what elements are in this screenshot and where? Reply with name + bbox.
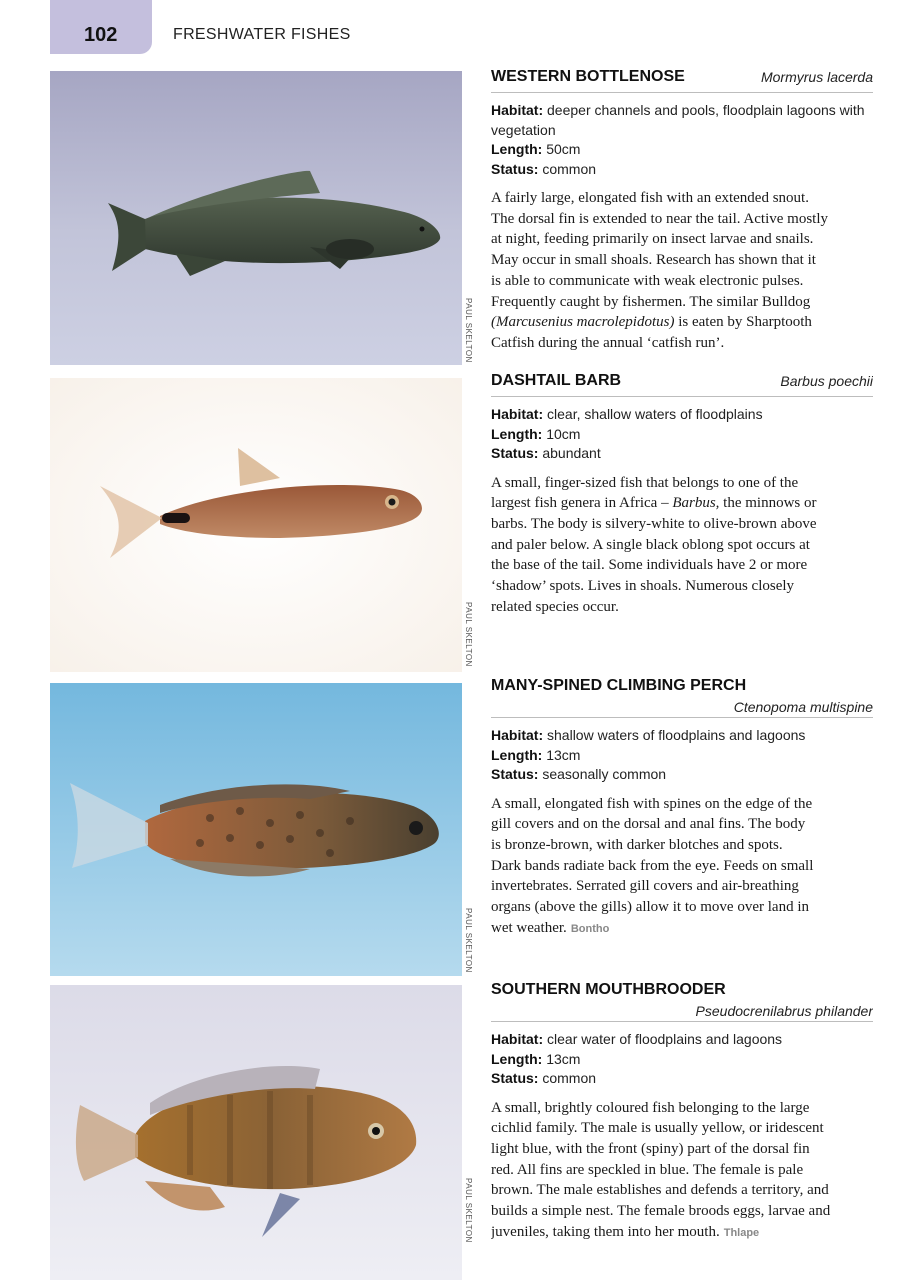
photo-credit-1: PAUL SKELTON xyxy=(464,298,473,363)
common-name: DASHTAIL BARB xyxy=(491,372,622,389)
southern-mouthbrooder-image xyxy=(50,985,462,1280)
habitat-line: Habitat: shallow waters of floodplains and lagoons xyxy=(491,727,806,743)
species-entry xyxy=(491,677,873,939)
status-value: common xyxy=(542,1070,597,1086)
habitat-value: clear water of floodplains and lagoons xyxy=(547,1031,783,1047)
species-description: A small, elongated fish with spines on the edge of the gill covers and on the dorsal and anal fins. The body is bronze-brown, with darker blotches and spots. Dark bands radiate back from the eye. Feeds on small invertebrates. Serrated gill covers and air-breathing organs (above the gills) allow it to move over land in wet weather. Bontho xyxy=(491,795,814,936)
habitat-line: Habitat: clear water of floodplains and lagoons xyxy=(491,1031,783,1047)
status-value: abundant xyxy=(542,445,601,461)
species-header xyxy=(491,677,873,718)
habitat-line: Habitat: clear, shallow waters of floodplains xyxy=(491,406,763,422)
status-value: common xyxy=(542,160,597,177)
photo-credit-2: PAUL SKELTON xyxy=(464,602,473,667)
status-line: Status: common xyxy=(491,160,597,177)
length-line: Length: 50cm xyxy=(491,141,581,157)
species-entry xyxy=(491,372,873,617)
species-header xyxy=(491,68,873,93)
length-value: 13cm xyxy=(546,746,581,763)
photo-western-bottlenose xyxy=(50,71,462,365)
section-title: FRESHWATER FISHES xyxy=(173,26,351,43)
local-name: Bontho xyxy=(570,922,610,935)
species-facts xyxy=(491,1030,873,1089)
common-name: SOUTHERN MOUTHBROODER xyxy=(491,981,726,998)
common-name: MANY-SPINED CLIMBING PERCH xyxy=(491,677,747,694)
length-line: Length: 10cm xyxy=(491,425,581,442)
western-bottlenose-image xyxy=(50,71,462,365)
species-description: A fairly large, elongated fish with an extended snout. The dorsal fin is extended to near the tail. Active mostly at night, feeding primarily on insect larvae and snails. May occur in small shoals. Research has shown that it is able to communicate with weak electronic pulses. Frequently caught by fishermen. The similar Bulldog (Marcusenius macrolepidotus) is eaten by Sharptooth Catfish during the annual ‘catfish run’. xyxy=(491,190,828,351)
photo-credit-3: PAUL SKELTON xyxy=(464,908,473,973)
scientific-name: Pseudocrenilabrus philander xyxy=(695,1003,873,1019)
species-header xyxy=(491,372,873,397)
page-number: 102 xyxy=(84,24,118,46)
habitat-value: deeper channels and pools, floodplain lagoons with vegetation xyxy=(491,102,865,138)
species-header xyxy=(491,981,873,1022)
local-name: Thlape xyxy=(723,1226,760,1239)
status-line: Status: common xyxy=(491,1070,597,1086)
habitat-value: clear, shallow waters of floodplains xyxy=(547,406,763,422)
scientific-name: Ctenopoma multispine xyxy=(733,699,873,715)
photo-credit-4: PAUL SKELTON xyxy=(464,1178,473,1243)
habitat-value: shallow waters of floodplains and lagoons xyxy=(547,727,806,743)
photo-southern-mouthbrooder xyxy=(50,985,462,1280)
length-value: 13cm xyxy=(546,1050,581,1067)
scientific-name: Mormyrus lacerda xyxy=(760,69,873,85)
species-description: A small, brightly coloured fish belonging to the large cichlid family. The male is usually yellow, or iridescent light blue, with the front (spiny) part of the dorsal fin red. All fins are speckled in blue. The female is pale brown. The male establishes and defends a territory, and builds a simple nest. The female broods eggs, larvae and juveniles, taking them into her mouth. Thlape xyxy=(491,1099,831,1240)
species-entry xyxy=(491,68,873,354)
photo-dashtail-barb xyxy=(50,378,462,672)
status-line: Status: seasonally common xyxy=(491,766,667,782)
species-facts xyxy=(491,726,873,785)
dashtail-barb-image xyxy=(50,378,462,672)
status-line: Status: abundant xyxy=(491,445,601,461)
length-value: 10cm xyxy=(546,425,581,442)
climbing-perch-image xyxy=(50,683,462,976)
species-facts xyxy=(491,405,873,464)
length-value: 50cm xyxy=(546,141,581,157)
status-value: seasonally common xyxy=(542,766,667,782)
length-line: Length: 13cm xyxy=(491,746,581,763)
species-entry xyxy=(491,981,873,1243)
length-line: Length: 13cm xyxy=(491,1050,581,1067)
habitat-line: Habitat: deeper channels and pools, floodplain lagoons with vegetation xyxy=(491,102,865,138)
species-description: A small, finger-sized fish that belongs to one of the largest fish genera in Africa – Barbus, the minnows or barbs. The body is silvery-white to olive-brown above and paler below. A single black oblong spot occurs at the base of the tail. Some individuals have 2 or more ‘shadow’ spots. Lives in shoals. Numerous closely related species occur. xyxy=(491,474,817,615)
scientific-name: Barbus poechii xyxy=(780,373,873,389)
species-facts xyxy=(491,101,873,179)
common-name: WESTERN BOTTLENOSE xyxy=(491,68,685,85)
page-edge xyxy=(873,0,922,1280)
photo-climbing-perch xyxy=(50,683,462,976)
